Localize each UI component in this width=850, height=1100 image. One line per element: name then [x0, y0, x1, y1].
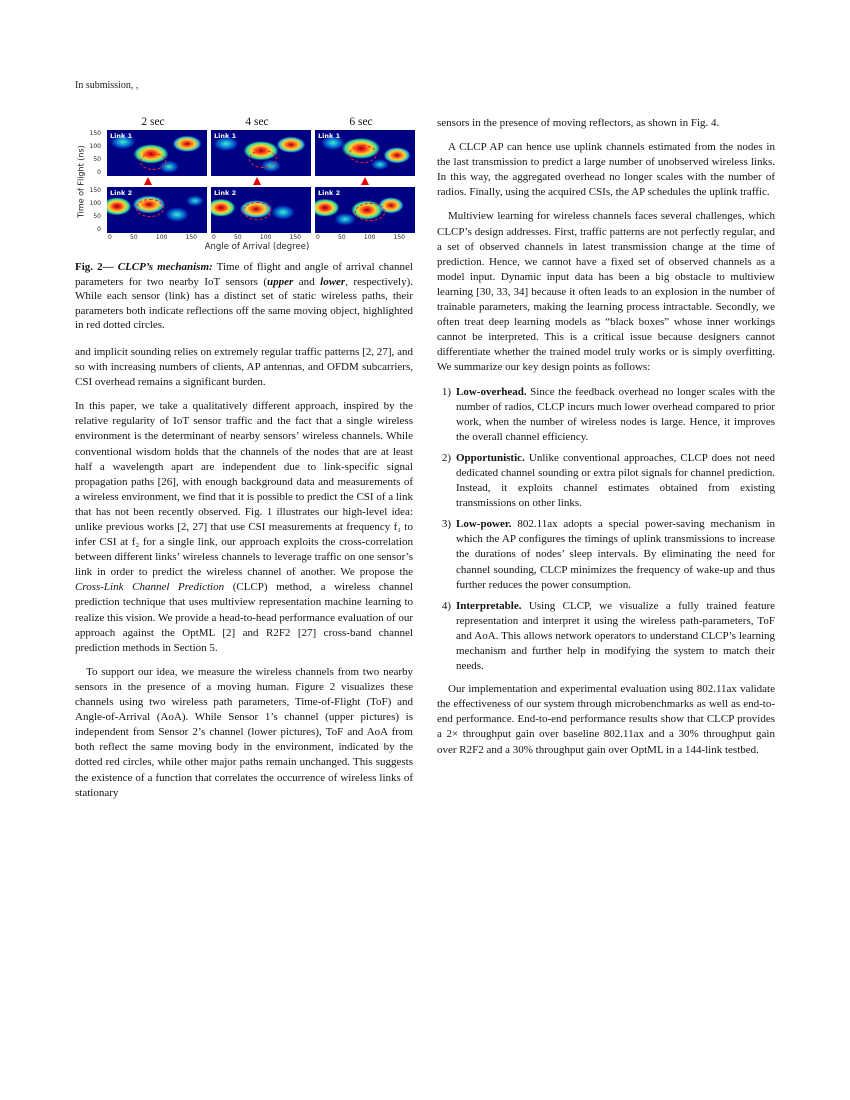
link1-label: Link 1 [214, 132, 237, 140]
list-item-title: Interpretable. [456, 599, 522, 612]
figure-time-labels [103, 116, 413, 128]
heatmap-panel-link1-2sec [107, 130, 207, 176]
right-column [437, 116, 775, 767]
highlight-circle [249, 150, 277, 168]
right-paragraph-2: A CLCP AP can hence use uplink channels estimated from the nodes in the last transmission to predict a large number of unobserved wireless links. In this way, the aggregated overhead no longer scales with the number of radios. Finally, using the acquired CSIs, the AP schedules the uplink traffic. [437, 141, 775, 199]
heatmap-panel-link2-2sec [107, 187, 207, 233]
highlight-circle [349, 145, 377, 163]
left-column [75, 116, 413, 810]
figure-2 [75, 116, 413, 252]
y-tick-labels: 150 100 50 0 [89, 187, 101, 233]
link2-label: Link 2 [318, 189, 341, 197]
list-item-text: Using CLCP, we visualize a fully trained feature representation and interpret it using the wireless path-parameters, ToF and AoA. This allows network operators to understand CLCP’s learning mechanism and further help in modifying the system to match their needs. [456, 599, 775, 673]
heatmap-panel-link2-4sec [211, 187, 311, 233]
heatmap-panel-link1-4sec [211, 130, 311, 176]
list-item-number: 1) [441, 385, 451, 398]
figure-y-axis-label: Time of Flight (ns) [76, 145, 86, 219]
heatmap-panel-link1-6sec [315, 130, 415, 176]
list-item-number: 2) [441, 451, 451, 464]
link1-label: Link 1 [110, 132, 133, 140]
list-item-text: Unlike conventional approaches, CLCP does not need dedicated channel sounding or extra pilot signals for channel prediction. Instead, it exploits channel estimates obtained from existing transmissions on other links. [456, 451, 775, 510]
design-points-list [437, 385, 775, 675]
link2-label: Link 2 [214, 189, 237, 197]
list-item-title: Opportunistic. [456, 451, 525, 464]
left-paragraph-3: To support our idea, we measure the wireless channels from two nearby sensors in the presence of a moving human. Figure 2 visualizes these channels using two wireless path parameters, Time-of-Flight (ToF) and Angle-of-Arrival (AoA). While Sensor 1’s channel (upper pictures) is independent from Sensor 2’s channel (lower pictures), ToF and AoA from both reflect the same moving body in the environment, indicated by the dotted red circles, while other major paths remain unchanged. This suggests the existence of a function that correlates the occurrence of wireless links of stationary [75, 665, 413, 799]
time-label-4sec: 4 sec [245, 116, 269, 128]
motion-arrow-icon [253, 177, 261, 185]
list-item [437, 599, 775, 674]
list-item-number: 4) [441, 599, 451, 612]
figure-x-axis-label: Angle of Arrival (degree) [204, 242, 310, 252]
caption-tag: Fig. 2— [75, 261, 114, 273]
highlight-circle [140, 153, 166, 170]
figure-caption: Fig. 2— CLCP’s mechanism: Time of flight and angle of arrival channel parameters for two nearby IoT sensors (upper and lower, respectively). While each sensor (link) has a distinct set of static wireless paths, their parameters both indicate reflections off the same moving object, highlighted in red dotted circles. [75, 261, 413, 332]
time-label-2sec: 2 sec [141, 116, 165, 128]
right-paragraph-3: Multiview learning for wireless channels faces several challenges, which CLCP’s design addresses. First, traffic patterns are not perfectly regular, and a set of observed channels in latest transmission change at the time of prediction. Hence, we cannot have a fixed set of observed channels as a model input. Dynamic input data has been a big obstacle to multiview learning [30, 33, 34] because it often leads to an explosion in the number of trainable parameters, making the learning process intractable. Secondly, we often treat deep learning models as “black boxes” whose inner workings cannot be interpreted. This is a critical issue because designers cannot differentiate whether the trained model truly works or is simply overfitting. We summarize our key design points as follows: [437, 210, 775, 374]
highlight-circle [355, 203, 385, 221]
link1-label: Link 1 [318, 132, 341, 140]
link2-label: Link 2 [110, 189, 133, 197]
list-item [437, 385, 775, 445]
figure-row-link2 [87, 187, 415, 233]
list-item [437, 451, 775, 511]
running-header: In submission, , [75, 80, 139, 91]
highlight-circle [136, 199, 164, 217]
left-paragraph-2: In this paper, we take a qualitatively different approach, inspired by the relative regularity of IoT sensor traffic and the fact that a single wireless environment is the determinant of nearby sensors’ wireless channels. While conventional wisdom holds that the channels of the nodes that are at least half a wavelength apart are independent due to link-specific signal propagation paths [26], with enough background data and measurements of a wireless environment, we find that it is possible to predict the CSI of a link that has not been recently observed. Fig. 1 illustrates our high-level idea: unlike previous works [2, 27] that use CSI measurements at frequency f₁ to infer CSI at f₂ for a single link, our approach exploits the cross-correlation between different links’ wireless channels to leverage traffic on one sensor’s link in order to predict the wireless channel of another. We propose the Cross-Link Channel Prediction (CLCP) method, a wireless channel prediction technique that uses multiview representation machine learning to realize this vision. We provide a head-to-head performance evaluation of our approach against the OptML [2] and R2F2 [27] cross-band channel prediction methods in Section 5. [75, 400, 413, 654]
right-paragraph-1: sensors in the presence of moving reflectors, as shown in Fig. 4. [437, 117, 720, 129]
left-paragraph-1: and implicit sounding relies on extremely regular traffic patterns [2, 27], and so with increasing numbers of clients, AP antennas, and OFDM subcarriers, CSI overhead remains a significant burden. [75, 345, 413, 389]
list-item-text: 802.11ax adopts a special power-saving mechanism in which the AP configures the timings of uplink transmissions to increase the durations of nodes’ sleep intervals. By eliminating the need for channel sounding, CLCP minimizes the frequency of wake-up and thus further reduces the power consumption. [456, 518, 775, 591]
right-paragraph-4: Our implementation and experimental evaluation using 802.11ax validate the effectiveness of our system through microbenchmarks as well as end-to-end performance. End-to-end performance results show that CLCP provides a 2× throughput gain over baseline 802.11ax and a 30% throughput gain over R2F2 and a 30% throughput gain over OptML in a 144-link testbed. [437, 683, 775, 756]
clcp-method-name: Cross-Link Channel Prediction [75, 581, 225, 594]
motion-arrow-icon [361, 177, 369, 185]
list-item-text: Since the feedback overhead no longer scales with the number of radios, CLCP incurs much lower overhead compared to prior work, when the number of wireless nodes is large. Hence, it improves the overall channel efficiency. [456, 385, 775, 443]
y-tick-labels: 150 100 50 0 [89, 130, 101, 176]
list-item-number: 3) [441, 518, 451, 531]
list-item [437, 517, 775, 592]
motion-arrow-icon [144, 177, 152, 185]
list-item-title: Low-power. [456, 518, 512, 531]
list-item-title: Low-overhead. [456, 385, 527, 398]
figure-row-link1 [87, 130, 415, 176]
highlight-circle [243, 202, 271, 220]
heatmap-panel-link2-6sec [315, 187, 415, 233]
caption-title: CLCP’s mechanism: [117, 261, 213, 273]
time-label-6sec: 6 sec [349, 116, 373, 128]
x-tick-labels: 0 50 100 150 0 50 100 150 0 50 100 150 [108, 234, 405, 241]
